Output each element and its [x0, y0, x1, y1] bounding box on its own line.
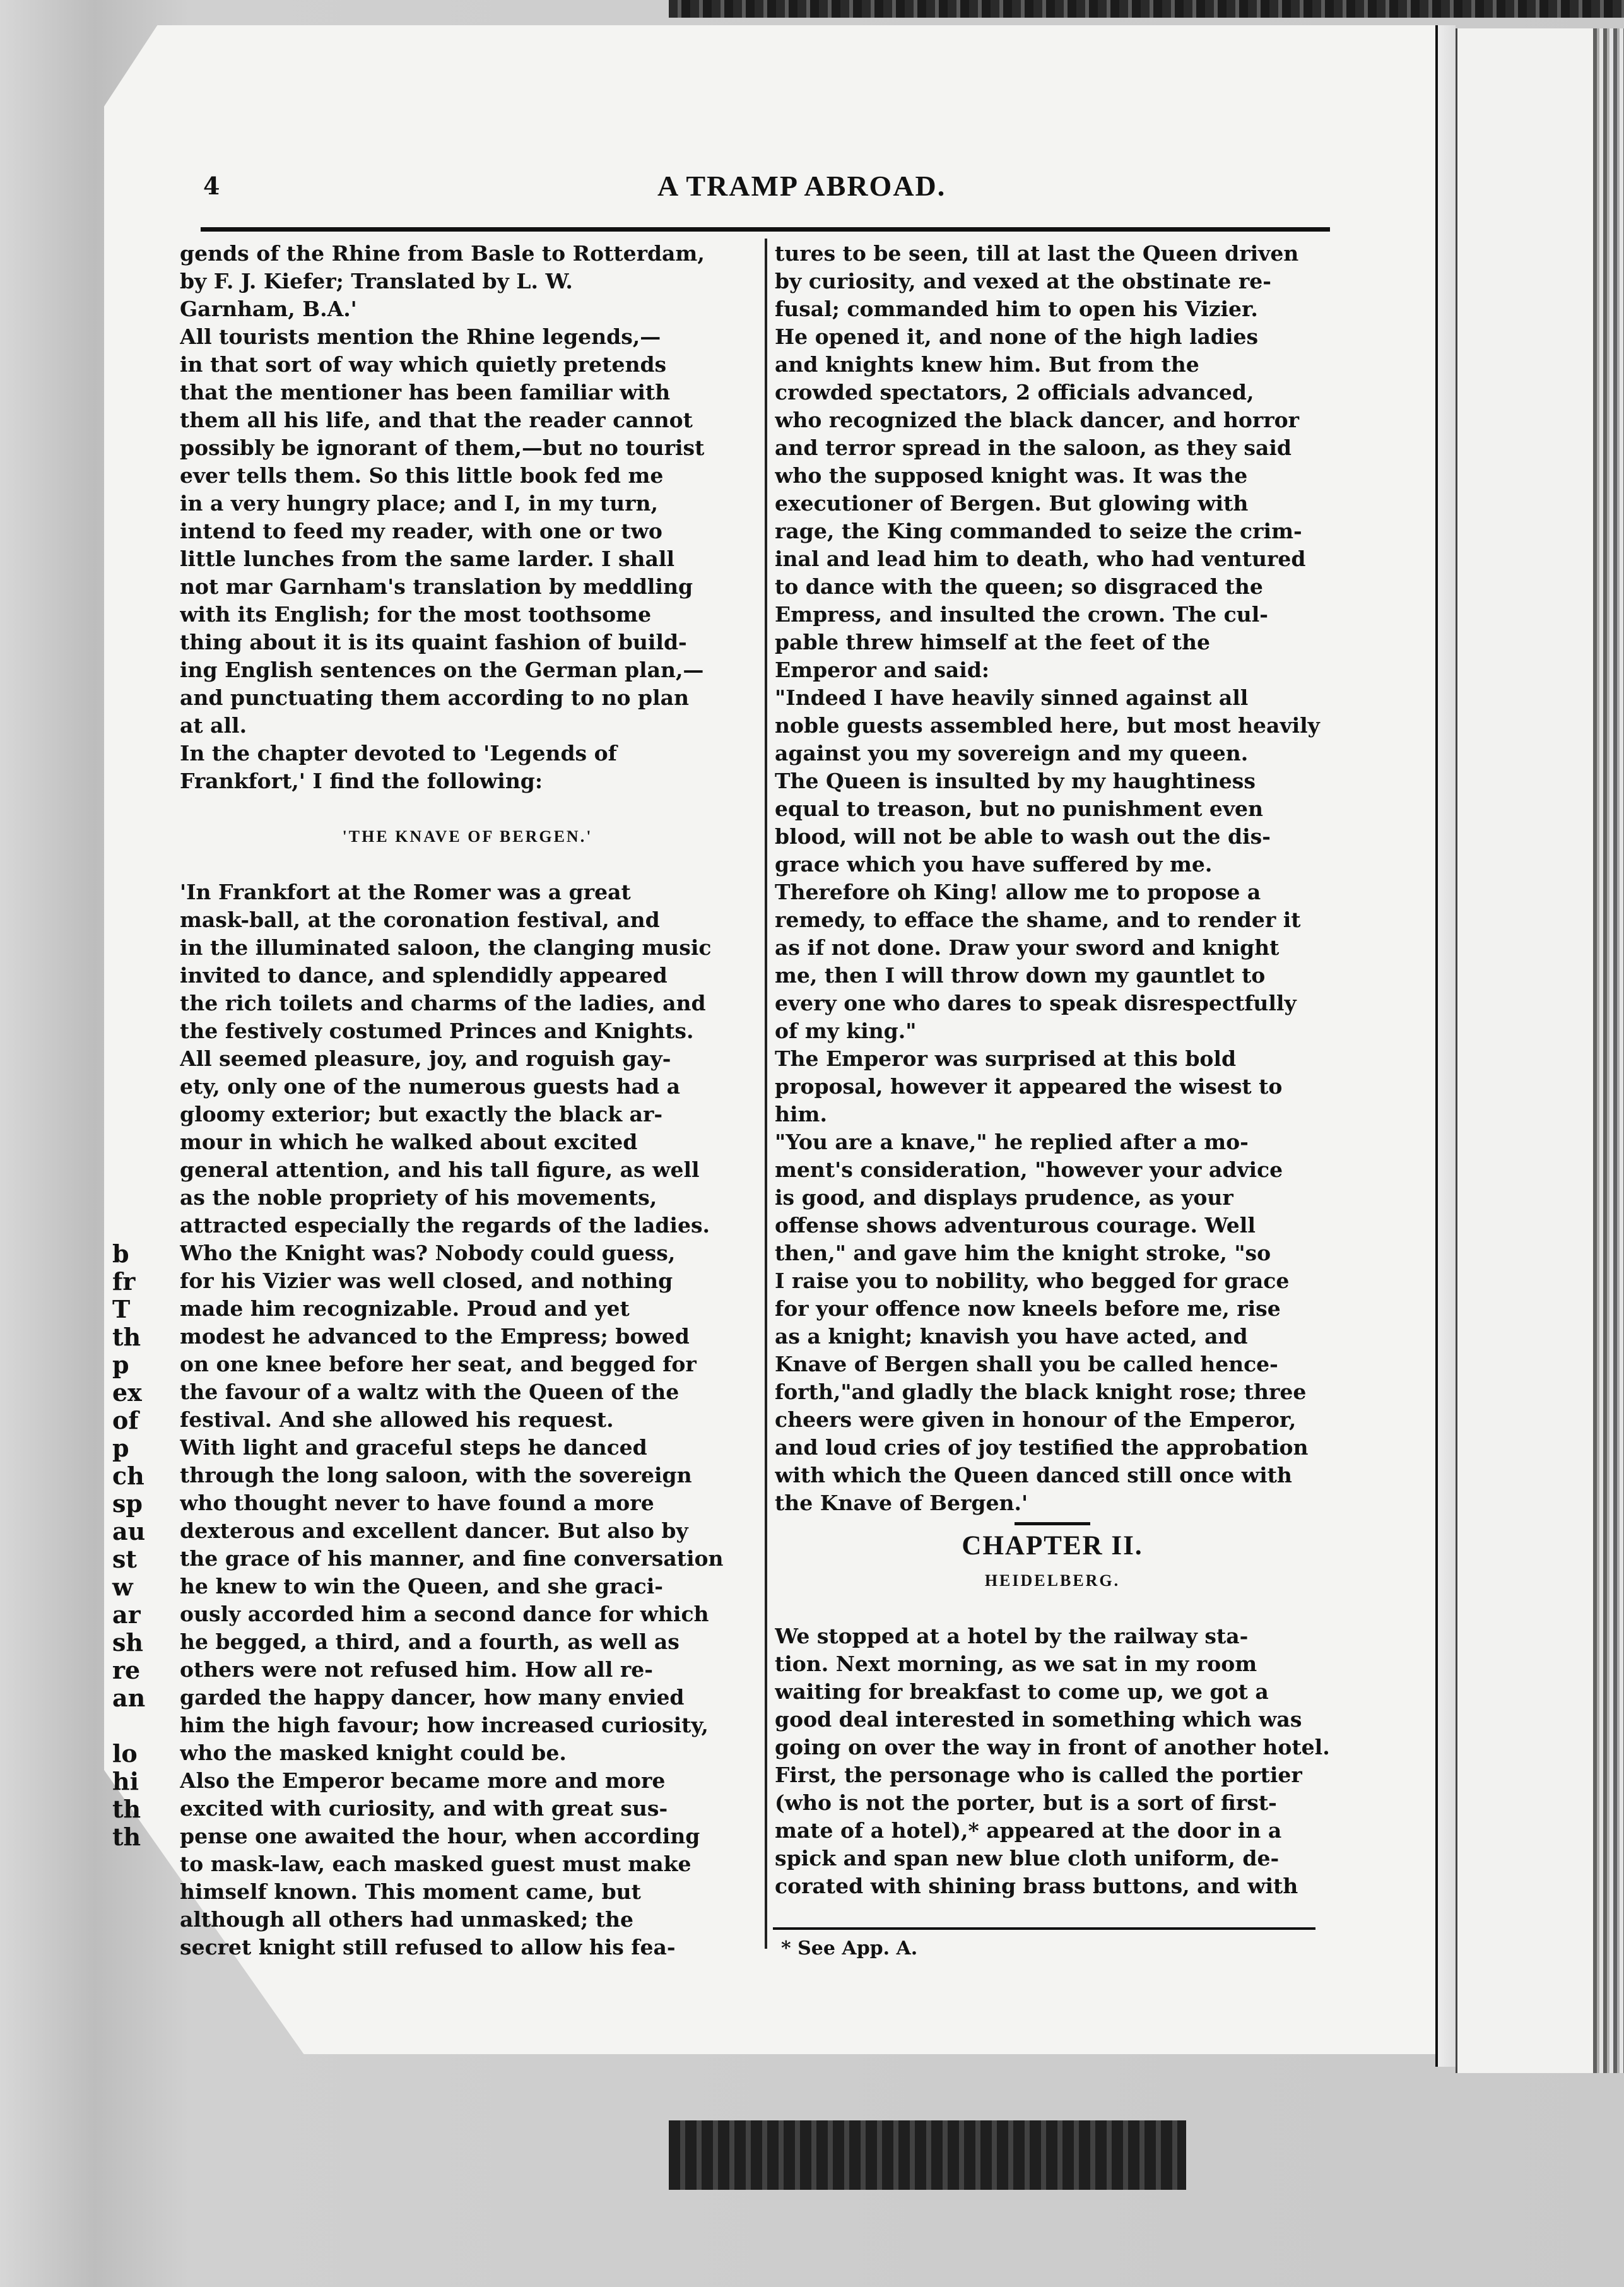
adjacent-text-fragment: sp: [112, 1489, 143, 1518]
text-line: through the long saloon, with the sovereign: [180, 1463, 692, 1487]
adjacent-text-fragment: sh: [112, 1628, 144, 1657]
text-line: with which the Queen danced still once with: [775, 1463, 1292, 1487]
text-line: tures to be seen, till at last the Queen driven: [775, 241, 1299, 266]
text-line: blood, will not be able to wash out the dis-: [775, 824, 1271, 849]
text-line: (who is not the porter, but is a sort of first-: [775, 1790, 1277, 1815]
text-line: The Queen is insulted by my haughtiness: [775, 769, 1256, 793]
text-line: noble guests assembled here, but most heavily: [775, 713, 1320, 738]
text-line: attracted especially the regards of the ladies.: [180, 1213, 710, 1238]
text-line: Empress, and insulted the crown. The cul-: [775, 602, 1268, 627]
text-line: Therefore oh King! allow me to propose a: [775, 880, 1261, 904]
right-column-upper-text: [775, 240, 1330, 1517]
text-line: [180, 851, 755, 878]
chapter-subheading: HEIDELBERG.: [984, 1571, 1121, 1590]
text-line: Who the Knight was? Nobody could guess,: [180, 1241, 676, 1265]
text-line: others were not refused him. How all re-: [180, 1657, 653, 1682]
text-line: him the high favour; how increased curiosity,: [180, 1713, 709, 1737]
adjacent-page-text: [112, 1239, 146, 1851]
text-line: me, then I will throw down my gauntlet to: [775, 963, 1266, 988]
text-line: corated with shining brass buttons, and with: [775, 1874, 1298, 1898]
text-line: offense shows adventurous courage. Well: [775, 1213, 1256, 1238]
text-line: In the chapter devoted to 'Legends of: [180, 741, 617, 765]
page-header: [203, 169, 1329, 207]
text-line: mour in which he walked about excited: [180, 1130, 638, 1154]
text-line: in the illuminated saloon, the clanging music: [180, 935, 712, 960]
text-line: at all.: [180, 713, 247, 738]
text-line: and punctuating them according to no plan: [180, 685, 690, 710]
text-line: modest he advanced to the Empress; bowed: [180, 1324, 690, 1349]
adjacent-text-fragment: re: [112, 1656, 141, 1684]
text-line: as a knight; knavish you have acted, and: [775, 1324, 1248, 1349]
page-number: 4: [203, 172, 220, 200]
adjacent-text-fragment: p: [112, 1350, 129, 1379]
text-line: that the mentioner has been familiar with: [180, 380, 671, 405]
adjacent-text-fragment: [112, 1712, 141, 1740]
text-line: as if not done. Draw your sword and knight: [775, 935, 1280, 960]
running-head: A TRAMP ABROAD.: [657, 170, 946, 202]
text-line: gloomy exterior; but exactly the black ar-: [180, 1102, 663, 1126]
page-stack-edge: [1593, 28, 1624, 2073]
text-line: of my king.": [775, 1019, 917, 1043]
text-line: as the noble propriety of his movements,: [180, 1185, 657, 1210]
text-line: spick and span new blue cloth uniform, de-: [775, 1846, 1280, 1870]
scanner-edge-top: [669, 0, 1624, 18]
text-line: Also the Emperor became more and more: [180, 1768, 666, 1793]
footnote: * See App. A.: [781, 1937, 918, 1959]
text-line: ment's consideration, "however your advice: [775, 1157, 1283, 1182]
text-line: with its English; for the most toothsome: [180, 602, 652, 627]
text-line: 'In Frankfort at the Romer was a great: [180, 880, 631, 904]
text-line: on one knee before her seat, and begged for: [180, 1352, 697, 1376]
text-line: waiting for breakfast to come up, we got a: [775, 1679, 1269, 1704]
text-line: remedy, to efface the shame, and to render it: [775, 907, 1301, 932]
right-column: [775, 240, 1330, 1900]
text-line: he knew to win the Queen, and she graci-: [180, 1574, 663, 1599]
adjacent-text-fragment: p: [112, 1434, 129, 1462]
text-line: Knave of Bergen shall you be called hence-: [775, 1352, 1278, 1376]
text-line: With light and graceful steps he danced: [180, 1435, 647, 1460]
page-gutter: [1435, 25, 1456, 2067]
text-line: possibly be ignorant of them,—but no tourist: [180, 435, 705, 460]
text-line: made him recognizable. Proud and yet: [180, 1296, 630, 1321]
adjacent-text-fragment: fr: [112, 1267, 136, 1296]
text-line: for his Vizier was well closed, and nothing: [180, 1268, 673, 1293]
text-line: he begged, a third, and a fourth, as well as: [180, 1629, 680, 1654]
text-line: "Indeed I have heavily sinned against all: [775, 685, 1249, 710]
text-line: him.: [775, 1102, 827, 1126]
text-line: I raise you to nobility, who begged for grace: [775, 1268, 1290, 1293]
text-line: in a very hungry place; and I, in my turn,: [180, 491, 659, 516]
text-line: who the masked knight could be.: [180, 1740, 567, 1765]
text-line: and terror spread in the saloon, as they said: [775, 435, 1292, 460]
adjacent-text-fragment: th: [112, 1795, 141, 1823]
text-line: excited with curiosity, and with great sus-: [180, 1796, 668, 1821]
text-line: pense one awaited the hour, when according: [180, 1824, 700, 1848]
left-column: [180, 240, 755, 1961]
adjacent-text-fragment: st: [112, 1545, 137, 1573]
adjacent-text-fragment: w: [112, 1573, 133, 1601]
text-line: the festively costumed Princes and Knights.: [180, 1019, 694, 1043]
text-line: crowded spectators, 2 officials advanced,: [775, 380, 1254, 405]
text-line: tion. Next morning, as we sat in my room: [775, 1652, 1257, 1676]
text-line: thing about it is its quaint fashion of build-: [180, 630, 687, 654]
text-line: dexterous and excellent dancer. But also by: [180, 1518, 688, 1543]
spacer: [775, 1595, 1330, 1622]
adjacent-text-fragment: T: [112, 1295, 131, 1323]
text-line: mask-ball, at the coronation festival, and: [180, 907, 660, 932]
adjacent-text-fragment: of: [112, 1406, 139, 1434]
text-line: against you my sovereign and my queen.: [775, 741, 1249, 765]
column-divider: [765, 239, 767, 1949]
text-line: for your offence now kneels before me, rise: [775, 1296, 1281, 1321]
text-line: cheers were given in honour of the Emperor,: [775, 1407, 1297, 1432]
text-line: them all his life, and that the reader cannot: [180, 408, 693, 432]
text-line: mate of a hotel),* appeared at the door in a: [775, 1818, 1282, 1843]
text-line: to mask-law, each masked guest must make: [180, 1852, 691, 1876]
text-line: He opened it, and none of the high ladies: [775, 324, 1259, 349]
right-column-lower-text: [775, 1622, 1330, 1900]
text-line: ever tells them. So this little book fed me: [180, 463, 664, 488]
text-line: although all others had unmasked; the: [180, 1907, 633, 1932]
text-line: inal and lead him to death, who had ventured: [775, 547, 1306, 571]
text-line: and knights knew him. But from the: [775, 352, 1199, 377]
text-line: by F. J. Kiefer; Translated by L. W.: [180, 269, 573, 293]
text-line: then," and gave him the knight stroke, "so: [775, 1241, 1271, 1265]
adjacent-text-fragment: th: [112, 1323, 141, 1351]
text-line: who thought never to have found a more: [180, 1491, 654, 1515]
text-line: We stopped at a hotel by the railway sta-: [775, 1624, 1249, 1648]
adjacent-text-fragment: ar: [112, 1600, 141, 1629]
text-line: equal to treason, but no punishment even: [775, 796, 1264, 821]
text-line: the favour of a waltz with the Queen of the: [180, 1380, 680, 1404]
text-line: secret knight still refused to allow his fea-: [180, 1935, 676, 1959]
text-line: the grace of his manner, and fine conversation: [180, 1546, 724, 1571]
text-line: general attention, and his tall figure, as well: [180, 1157, 700, 1182]
adjacent-text-fragment: au: [112, 1517, 146, 1545]
text-line: is good, and displays prudence, as your: [775, 1185, 1233, 1210]
text-line: festival. And she allowed his request.: [180, 1407, 614, 1432]
text-line: every one who dares to speak disrespectfully: [775, 991, 1297, 1015]
text-line: the Knave of Bergen.': [775, 1491, 1028, 1515]
adjacent-text-fragment: ch: [112, 1462, 144, 1490]
adjacent-text-fragment: th: [112, 1823, 141, 1851]
text-line: good deal interested in something which was: [775, 1707, 1302, 1732]
text-line: Emperor and said:: [775, 658, 990, 682]
adjacent-text-fragment: b: [112, 1239, 129, 1268]
text-line: who the supposed knight was. It was the: [775, 463, 1248, 488]
text-line: pable threw himself at the feet of the: [775, 630, 1210, 654]
text-line: the rich toilets and charms of the ladies, and: [180, 991, 706, 1015]
text-line: going on over the way in front of another hotel.: [775, 1735, 1330, 1759]
text-line: gends of the Rhine from Basle to Rotterdam,: [180, 241, 705, 266]
text-line: executioner of Bergen. But glowing with: [775, 491, 1249, 516]
text-line: garded the happy dancer, how many envied: [180, 1685, 685, 1710]
text-line: intend to feed my reader, with one or two: [180, 519, 662, 543]
text-line: invited to dance, and splendidly appeared: [180, 963, 668, 988]
text-line: All tourists mention the Rhine legends,—: [180, 324, 661, 349]
text-line: [180, 795, 755, 823]
text-line: himself known. This moment came, but: [180, 1879, 641, 1904]
text-line: rage, the King commanded to seize the crim-: [775, 519, 1302, 543]
text-line: in that sort of way which quietly pretends: [180, 352, 667, 377]
adjacent-text-fragment: hi: [112, 1767, 139, 1795]
text-line: 'THE KNAVE OF BERGEN.': [342, 827, 593, 846]
adjacent-text-fragment: lo: [112, 1739, 138, 1768]
text-line: Garnham, B.A.': [180, 297, 357, 321]
text-line: grace which you have suffered by me.: [775, 852, 1213, 877]
text-line: who recognized the black dancer, and horror: [775, 408, 1300, 432]
text-line: by curiosity, and vexed at the obstinate re-: [775, 269, 1271, 293]
header-rule: [201, 227, 1330, 232]
adjacent-text-fragment: ex: [112, 1378, 142, 1407]
text-line: not mar Garnham's translation by meddling: [180, 574, 693, 599]
footnote-rule: [773, 1927, 1315, 1930]
book-spine-strip: [669, 2120, 1186, 2190]
text-line: fusal; commanded him to open his Vizier.: [775, 297, 1258, 321]
text-line: The Emperor was surprised at this bold: [775, 1046, 1237, 1071]
text-line: proposal, however it appeared the wisest to: [775, 1074, 1283, 1099]
text-line: ing English sentences on the German plan,—: [180, 658, 704, 682]
text-line: to dance with the queen; so disgraced the: [775, 574, 1263, 599]
adjacent-page: [1456, 28, 1624, 2073]
text-line: All seemed pleasure, joy, and roguish gay-: [180, 1046, 671, 1071]
text-line: Frankfort,' I find the following:: [180, 769, 543, 793]
text-line: and loud cries of joy testified the approbation: [775, 1435, 1309, 1460]
text-line: ously accorded him a second dance for which: [180, 1602, 709, 1626]
adjacent-text-fragment: an: [112, 1684, 146, 1712]
chapter-heading: CHAPTER II.: [962, 1531, 1143, 1561]
text-line: forth,"and gladly the black knight rose; three: [775, 1380, 1307, 1404]
text-line: ety, only one of the numerous guests had a: [180, 1074, 680, 1099]
text-line: little lunches from the same larder. I shall: [180, 547, 674, 571]
text-line: "You are a knave," he replied after a mo-: [775, 1130, 1249, 1154]
text-line: First, the personage who is called the portier: [775, 1763, 1302, 1787]
